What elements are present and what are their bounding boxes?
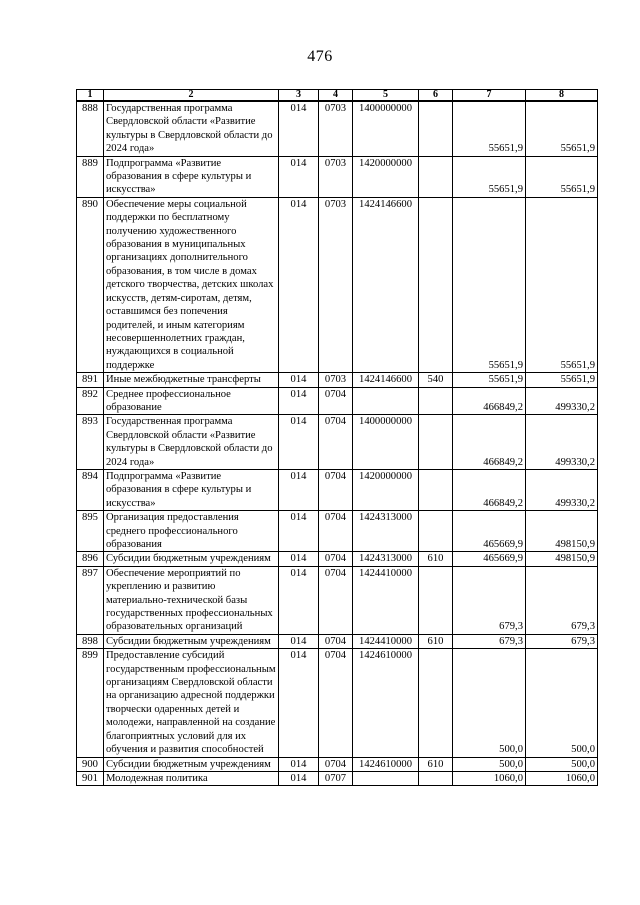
- target-article-code: 1424146600: [353, 373, 419, 387]
- ministry-code: 014: [279, 771, 319, 785]
- ministry-code: 014: [279, 415, 319, 470]
- row-name: Подпрограмма «Развитие образования в сфере культуры и искусства»: [104, 156, 279, 197]
- target-article-code: 1424410000: [353, 566, 419, 634]
- ministry-code: 014: [279, 373, 319, 387]
- target-article-code: 1400000000: [353, 415, 419, 470]
- row-number: 894: [77, 469, 104, 510]
- target-article-code: 1424313000: [353, 552, 419, 566]
- column-header: 1: [77, 90, 104, 102]
- amount-col7: 500,0: [453, 757, 526, 771]
- column-header: 2: [104, 90, 279, 102]
- expense-type-code: [419, 566, 453, 634]
- section-code: 0704: [319, 757, 353, 771]
- expense-type-code: 610: [419, 634, 453, 648]
- section-code: 0704: [319, 634, 353, 648]
- amount-col8: 55651,9: [526, 373, 598, 387]
- table-row: [77, 156, 598, 197]
- expense-type-code: [419, 387, 453, 415]
- amount-col7: 55651,9: [453, 197, 526, 372]
- row-name: Субсидии бюджетным учреждениям: [104, 757, 279, 771]
- expense-type-code: [419, 101, 453, 156]
- expense-type-code: 540: [419, 373, 453, 387]
- row-number: 898: [77, 634, 104, 648]
- row-number: 895: [77, 511, 104, 552]
- target-article-code: 1424146600: [353, 197, 419, 372]
- section-code: 0704: [319, 552, 353, 566]
- row-number: 890: [77, 197, 104, 372]
- ministry-code: 014: [279, 757, 319, 771]
- row-number: 892: [77, 387, 104, 415]
- section-code: 0703: [319, 197, 353, 372]
- amount-col7: 500,0: [453, 649, 526, 757]
- amount-col8: 498150,9: [526, 552, 598, 566]
- ministry-code: 014: [279, 566, 319, 634]
- expense-type-code: [419, 197, 453, 372]
- column-header: 6: [419, 90, 453, 102]
- row-name: Молодежная политика: [104, 771, 279, 785]
- row-number: 896: [77, 552, 104, 566]
- target-article-code: 1400000000: [353, 101, 419, 156]
- ministry-code: 014: [279, 469, 319, 510]
- expense-type-code: [419, 511, 453, 552]
- row-name: Предоставление субсидий государственным профессиональным организациям Свердловской области на организацию адресной поддержки творчески одаренных детей и молодежи, направленной на создание благоприятных условий для их обучения и развития способностей: [104, 649, 279, 757]
- section-code: 0704: [319, 415, 353, 470]
- column-header: 8: [526, 90, 598, 102]
- section-code: 0703: [319, 101, 353, 156]
- ministry-code: 014: [279, 634, 319, 648]
- section-code: 0703: [319, 156, 353, 197]
- row-number: 899: [77, 649, 104, 757]
- section-code: 0707: [319, 771, 353, 785]
- expense-type-code: [419, 649, 453, 757]
- row-number: 897: [77, 566, 104, 634]
- row-number: 891: [77, 373, 104, 387]
- table-row: [77, 387, 598, 415]
- table-header-row: [77, 90, 598, 102]
- ministry-code: 014: [279, 101, 319, 156]
- table-row: [77, 566, 598, 634]
- target-article-code: 1420000000: [353, 156, 419, 197]
- amount-col7: 55651,9: [453, 156, 526, 197]
- section-code: 0704: [319, 387, 353, 415]
- expense-type-code: [419, 156, 453, 197]
- row-name: Обеспечение меры социальной поддержки по бесплатному получению художественного образования в муниципальных организациях дополнительного образования, в том числе в домах детского творчества, детских школах искусств, детям-сиротам, детям, оставшимся без попечения родителей, и иным категориям несовершеннолетних граждан, нуждающихся в социальной поддержке: [104, 197, 279, 372]
- expense-type-code: 610: [419, 757, 453, 771]
- target-article-code: 1424610000: [353, 757, 419, 771]
- section-code: 0703: [319, 373, 353, 387]
- row-name: Обеспечение мероприятий по укреплению и развитию материально-технической базы государственных профессиональных образовательных организаций: [104, 566, 279, 634]
- amount-col8: 55651,9: [526, 197, 598, 372]
- ministry-code: 014: [279, 511, 319, 552]
- row-name: Субсидии бюджетным учреждениям: [104, 552, 279, 566]
- section-code: 0704: [319, 511, 353, 552]
- amount-col8: 500,0: [526, 757, 598, 771]
- amount-col8: 1060,0: [526, 771, 598, 785]
- ministry-code: 014: [279, 649, 319, 757]
- target-article-code: 1424313000: [353, 511, 419, 552]
- page-number: 476: [307, 48, 333, 65]
- amount-col7: 679,3: [453, 566, 526, 634]
- table-row: [77, 373, 598, 387]
- row-name: Среднее профессиональное образование: [104, 387, 279, 415]
- amount-col7: 465669,9: [453, 511, 526, 552]
- amount-col8: 679,3: [526, 634, 598, 648]
- amount-col7: 466849,2: [453, 469, 526, 510]
- table-row: [77, 649, 598, 757]
- target-article-code: 1424410000: [353, 634, 419, 648]
- amount-col8: 55651,9: [526, 101, 598, 156]
- row-number: 900: [77, 757, 104, 771]
- table-body: [77, 101, 598, 786]
- row-name: Организация предоставления среднего профессионального образования: [104, 511, 279, 552]
- expense-type-code: [419, 469, 453, 510]
- section-code: 0704: [319, 649, 353, 757]
- column-header: 3: [279, 90, 319, 102]
- target-article-code: [353, 771, 419, 785]
- table-row: [77, 634, 598, 648]
- row-number: 889: [77, 156, 104, 197]
- row-number: 893: [77, 415, 104, 470]
- column-header: 5: [353, 90, 419, 102]
- amount-col8: 499330,2: [526, 415, 598, 470]
- amount-col7: 679,3: [453, 634, 526, 648]
- expense-type-code: [419, 771, 453, 785]
- table-row: [77, 771, 598, 785]
- table-row: [77, 552, 598, 566]
- amount-col8: 499330,2: [526, 387, 598, 415]
- section-code: 0704: [319, 469, 353, 510]
- target-article-code: [353, 387, 419, 415]
- table-row: [77, 101, 598, 156]
- ministry-code: 014: [279, 156, 319, 197]
- row-name: Субсидии бюджетным учреждениям: [104, 634, 279, 648]
- ministry-code: 014: [279, 387, 319, 415]
- target-article-code: 1420000000: [353, 469, 419, 510]
- table-row: [77, 469, 598, 510]
- target-article-code: 1424610000: [353, 649, 419, 757]
- amount-col7: 466849,2: [453, 415, 526, 470]
- budget-table: [76, 89, 598, 786]
- ministry-code: 014: [279, 197, 319, 372]
- row-number: 901: [77, 771, 104, 785]
- amount-col8: 499330,2: [526, 469, 598, 510]
- amount-col8: 679,3: [526, 566, 598, 634]
- column-header: 7: [453, 90, 526, 102]
- amount-col8: 500,0: [526, 649, 598, 757]
- amount-col7: 465669,9: [453, 552, 526, 566]
- row-name: Государственная программа Свердловской области «Развитие культуры в Свердловской области до 2024 года»: [104, 101, 279, 156]
- section-code: 0704: [319, 566, 353, 634]
- amount-col8: 498150,9: [526, 511, 598, 552]
- row-name: Подпрограмма «Развитие образования в сфере культуры и искусства»: [104, 469, 279, 510]
- row-name: Государственная программа Свердловской области «Развитие культуры в Свердловской области до 2024 года»: [104, 415, 279, 470]
- table-row: [77, 757, 598, 771]
- table-row: [77, 197, 598, 372]
- column-header: 4: [319, 90, 353, 102]
- row-name: Иные межбюджетные трансферты: [104, 373, 279, 387]
- amount-col7: 1060,0: [453, 771, 526, 785]
- expense-type-code: 610: [419, 552, 453, 566]
- amount-col8: 55651,9: [526, 156, 598, 197]
- amount-col7: 466849,2: [453, 387, 526, 415]
- ministry-code: 014: [279, 552, 319, 566]
- expense-type-code: [419, 415, 453, 470]
- row-number: 888: [77, 101, 104, 156]
- amount-col7: 55651,9: [453, 373, 526, 387]
- table-row: [77, 415, 598, 470]
- amount-col7: 55651,9: [453, 101, 526, 156]
- table-row: [77, 511, 598, 552]
